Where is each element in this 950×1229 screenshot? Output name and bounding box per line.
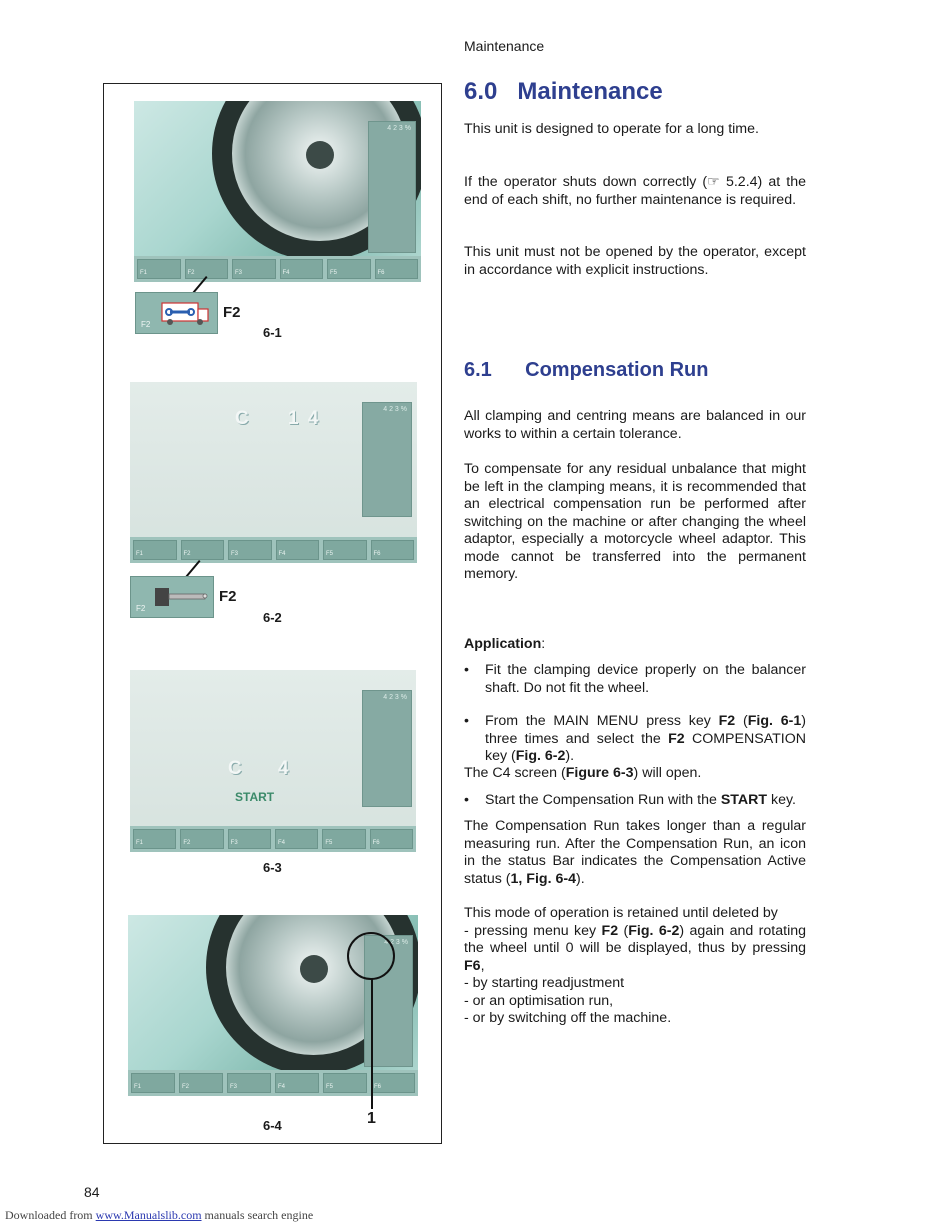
section-title: 6.0 Maintenance [464,78,663,105]
manualslib-link[interactable]: www.Manualslib.com [95,1208,202,1222]
bullet-item-2: • From the MAIN MENU press key F2 (Fig. 6-1) three times and select the F2 COMPENSATION key (Fig. 6-2). [464,713,806,764]
figure-6-4-screen: 4 2 3 % F1 F2 F3 F4 F5 F6 [128,915,418,1096]
figure-caption-6-4: 6-4 [263,1118,282,1133]
figure-caption-6-2: 6-2 [263,610,282,625]
body-paragraph-2: To compensate for any residual unbalance that might be left in the clamping means, it is recommended that an electrical compensation run be performed after switching on the machine or after changing the wheel adaptor, especially a motorcycle wheel adaptor. This mode cannot be transferred into the permanent memory. [464,461,806,582]
f2-compensation-key-zoom: F2 [130,576,214,618]
f2-label: F2 [219,588,237,605]
truck-wrench-icon [160,299,210,327]
body-paragraph-1: All clamping and centring means are balanced in our works to within a certain tolerance. [464,408,806,442]
subsection-title: 6.1 Compensation Run [464,359,709,381]
function-key-bar: F1 F2 F3 F4 F5 F6 [134,256,421,282]
f2-service-key-zoom: F2 [135,292,218,334]
f2-label: F2 [223,304,241,321]
c4-screen-note: The C4 screen (Figure 6-3) will open. [464,765,702,781]
figure-6-2-screen: 4 2 3 % C 1 4 F1 F2 F3 F4 F5 F6 [130,382,417,563]
body-paragraph-3: The Compensation Run takes longer than a regular measuring run. After the Compensation Run, an icon in the status Bar indicates the Compensation Active status (1, Fig. 6-4). [464,818,806,887]
application-heading: Application: [464,636,546,652]
figure-caption-6-3: 6-3 [263,860,282,875]
page-number: 84 [84,1184,100,1200]
callout-number: 1 [367,1110,376,1127]
bullet-item-3: • Start the Compensation Run with the START key. [464,792,796,808]
running-header: Maintenance [464,38,545,54]
intro-paragraph-2: If the operator shuts down correctly (☞ 5.2.4) at the end of each shift, no further maintenance is required. [464,174,806,208]
figure-6-3-screen: 4 2 3 % C 4 START F1 F2 F3 F4 F5 F6 [130,670,416,852]
function-key-bar: F1 F2 F3 F4 F5 F6 [130,826,416,852]
function-key-bar: F1 F2 F3 F4 F5 F6 [130,537,417,563]
callout-line [371,979,373,1109]
intro-paragraph-3: This unit must not be opened by the operator, except in accordance with explicit instructions. [464,244,806,278]
body-paragraph-4: This mode of operation is retained until deleted by - pressing menu key F2 (Fig. 6-2) again and rotating the wheel until 0 will be displayed, thus by pressing F6, - by starting readjustment - or an optimisation run, - or by switching off the machine. [464,905,806,1026]
callout-circle [347,932,395,980]
shaft-icon [153,585,209,609]
intro-paragraph-1: This unit is designed to operate for a long time. [464,121,759,137]
bullet-item-1: • Fit the clamping device properly on the balancer shaft. Do not fit the wheel. [464,662,806,696]
figure-6-1-screen: 4 2 3 % F1 F2 F3 F4 F5 F6 [134,101,421,282]
pointing-hand-icon: ☞ [707,174,720,190]
download-footer: Downloaded from www.Manualslib.com manuals search engine [5,1208,314,1222]
function-key-bar: F1 F2 F3 F4 F5 F6 [128,1070,418,1096]
figure-caption-6-1: 6-1 [263,325,282,340]
